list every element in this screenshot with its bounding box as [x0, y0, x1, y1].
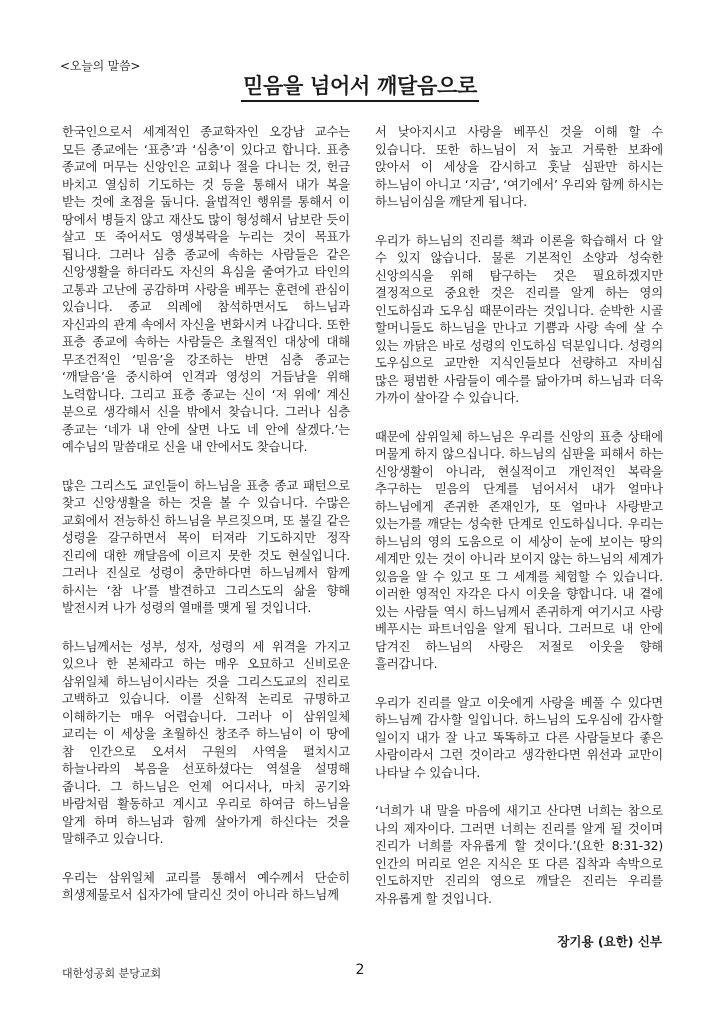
paragraph: 서 낮아지시고 사랑을 베푸신 것을 이해 할 수 있습니다. 또한 하느님이 저 높고 거룩한 보좌에 앉아서 이 세상을 감시하고 훗날 심판만 하시는 하느님이 아니고 ‘지금’, ‘여기에서’ 우리와 함께 하시는 하느님이심을 깨닫게 됩니다.: [375, 125, 663, 209]
paragraph: 하느님께서는 성부, 성자, 성령의 세 위격을 가지고 있으나 한 본체라고 하는 매우 오묘하고 신비로운 삼위일체 하느님이시라는 것을 그리스도교의 진리로 고백하고 있습니다. 이를 신학적 논리로 규명하고 이해하기는 매우 어렵습니다. 그러나 이 삼위일체 교리는 이 세상을 초월하신 창조주 하느님이 이 땅에 참 인간으로 오셔서 구원의 사역을 펼치시고 하늘나라의 복음을 선포하셨다는 역설을 설명해 줍니다. 그 하느님은 언제 어디서나, 마치 공기와 바람처럼 활동하고 계시고 우리로 하여금 하느님을 알게 하며 하느님과 함께 살아가게 하신다는 것을 말해주고 있습니다.: [62, 639, 350, 846]
paragraph: 많은 그리스도 교인들이 하느님을 표층 종교 패턴으로 찾고 신앙생활을 하는 것을 볼 수 있습니다. 수많은 교회에서 전능하신 하느님을 부르짖으며, 또 불길 같은 성령을 갈구하면서 목이 터져라 기도하지만 정작 진리에 대한 깨달음에 이르지 못한 것도 현실입니다. 그러나 진실로 성령이 충만하다면 하느님께서 함께 하시는 ‘참 나’를 발견하고 그리스도의 삶을 향해 발전시켜 나가 성령의 열매를 맺게 될 것입니다.: [62, 478, 350, 615]
right-column: [375, 124, 663, 929]
church-name: 대한성공회 분당교회: [62, 967, 162, 980]
section-label: <오늘의 말씀>: [60, 59, 141, 73]
paragraph: 우리가 하느님의 진리를 책과 이론을 학습해서 다 알 수 있지 않습니다. 물론 기본적인 소양과 성숙한 신앙의식을 위해 탐구하는 것은 필요하겠지만 결정적으로 중요한 것은 진리를 알게 하는 영의 인도하심과 도우심 때문이라는 것입니다. 순박한 시골 할머니들도 하느님을 만나고 기쁨과 사랑 속에 살 수 있는 까닭은 바로 성령의 인도하심 덕분입니다. 성령의 도우심으로 교만한 지식인들보다 선량하고 자비심 많은 평범한 사람들이 예수를 닮아가며 하느님과 더욱 가까이 살아갈 수 있습니다.: [375, 233, 663, 405]
title-container: [0, 73, 720, 102]
paragraph: 우리는 삼위일체 교리를 통해서 예수께서 단순히 희생제물로서 십자가에 달리신 것이 아니라 하느님께: [62, 870, 350, 902]
page-number: 2: [355, 962, 365, 978]
article-title: 믿음을 넘어서 깨달음으로: [241, 73, 479, 102]
paragraph: ‘너희가 내 말을 마음에 새기고 산다면 너희는 참으로 나의 제자이다. 그러면 너희는 진리를 알게 될 것이며 진리가 너희를 자유롭게 할 것이다.’(요한 8:31-32) 인간의 머리로 얻은 지식은 또 다른 집착과 속박으로 인도하지만 진리의 영으로 깨달은 진리는 우리를 자유롭게 할 것입니다.: [375, 804, 663, 906]
author-signature: 장기용 (요한) 신부: [557, 934, 662, 949]
paragraph: 우리가 진리를 알고 이웃에게 사랑을 베풀 수 있다면 하느님께 감사할 일입니다. 하느님의 도우심에 감사할 일이지 내가 잘 나고 똑똑하고 다른 사람들보다 좋은 사람이라서 그런 것이라고 생각한다면 위선과 교만이 나타날 수 있습니다.: [375, 695, 663, 780]
left-column: [62, 124, 350, 926]
paragraph: 한국인으로서 세계적인 종교학자인 오강남 교수는 모든 종교에는 ‘표층’과 ‘심층’이 있다고 합니다. 표층 종교에 머무는 신앙인은 교회나 절을 다니는 것, 헌금 바치고 열심히 기도하는 것 등을 통해서 내가 복을 받는 것에 초점을 둡니다. 율법적인 행위를 통해서 이 땅에서 병들지 않고 재산도 많이 형성해서 남보란 듯이 살고 또 죽어서도 영생복락을 누리는 것이 목표가 됩니다. 그러나 심층 종교에 속하는 사람들은 같은 신앙생활을 하더라도 자신의 욕심을 줄여가고 타인의 고통과 고난에 공감하며 사랑을 베푸는 훈련에 관심이 있습니다. 종교 의례에 참석하면서도 하느님과 자신과의 관계 속에서 자신을 변화시켜 나갑니다. 또한 표층 종교에 속하는 사람들은 초월적인 대상에 대해 무조건적인 ‘믿음’을 강조하는 반면 심층 종교는 ‘깨달음’을 중시하여 인격과 영성의 거듭남을 위해 노력합니다. 그리고 표층 종교는 신이 ‘저 위에’ 계신 분으로 생각해서 신을 밖에서 찾습니다. 그러나 심층 종교는 ‘네가 내 안에 살면 나도 네 안에 살겠다.’는 예수님의 말씀대로 신을 내 안에서도 찾습니다.: [62, 125, 350, 454]
paragraph: 때문에 삼위일체 하느님은 우리를 신앙의 표층 상태에 머물게 하지 않으십니다. 하느님의 심판을 피해서 하는 신앙생활이 아니라, 현실적이고 개인적인 복락을 추구하는 믿음의 단계를 넘어서서 내가 얼마나 하느님에게 존귀한 존재인가, 또 얼마나 사랑받고 있는가를 깨닫는 성숙한 단계로 인도하십니다. 우리는 하느님의 영의 도움으로 이 세상이 눈에 보이는 땅의 세계만 있는 것이 아니라 보이지 않는 하느님의 세계가 있음을 알 수 있고 또 그 세계를 체험할 수 있습니다. 이러한 영적인 자각은 다시 이웃을 향합니다. 내 곁에 있는 사람들 역시 하느님께서 존귀하게 여기시고 사랑 베푸시는 파트너임을 알게 됩니다. 그러므로 내 안에 담겨진 하느님의 사랑은 저절로 이웃을 향해 흘러갑니다.: [375, 429, 663, 671]
